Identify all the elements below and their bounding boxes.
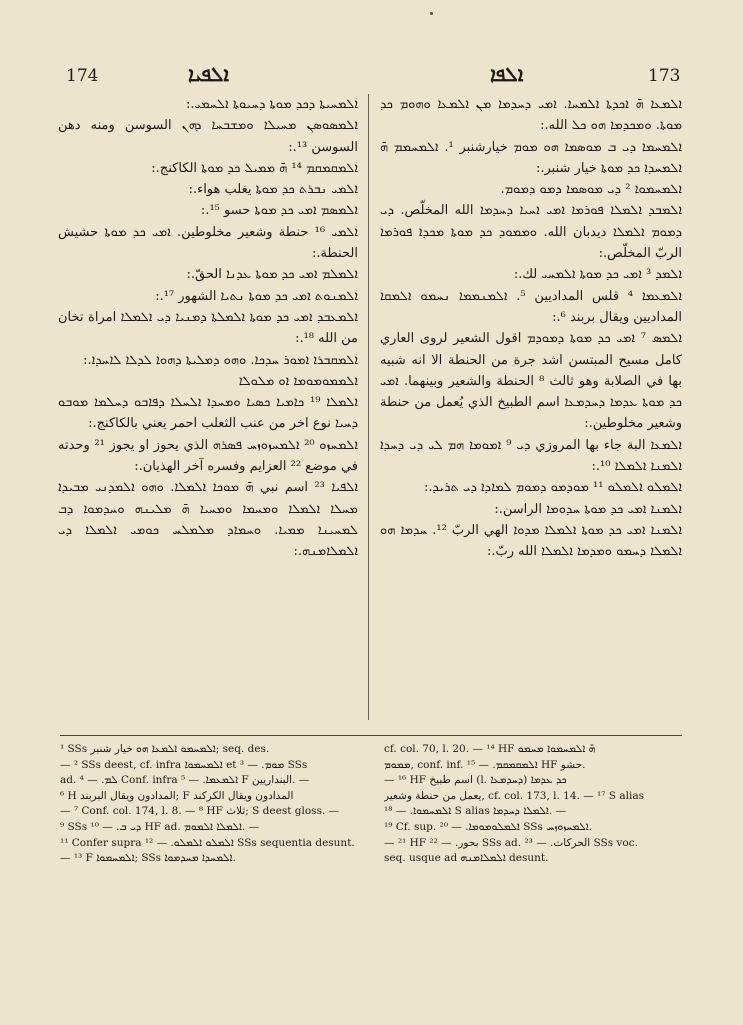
lexicon-entry: ܐܠܡܥܐ البة جاء بها المروزي ܕܝ ⁹ ܐܡܘܡܐ ܗܡ ܠܝ ܕܝ ܕܚܕܐ ܐܠܡܢܐ ܐܠܡܠܐ ¹⁰.: [380,437,682,475]
lexicon-entry: ܐܠܡܝ ܢܒܪܬ ܟܕ ܡܘܬܐ يغلب هواء.: [188,182,358,198]
column-divider [368,94,369,720]
lexicon-entry: ܐܠܡܚܙܘ ²⁰ ܐܠܡܚܙܘܙܚ ܦܣܪܗ الذي يحوز او يجوز ²¹ وحدته في موضع ²² العزايم وفسره آخر الهذيان.: [58,437,358,475]
footnotes-right [384,742,682,932]
lexicon-entry: ܐܠܡܥܐ ܗ̄ ܐܟܕܬܐ ܐܠܡܚܐ. ܐܡܝ ܕܚܕܡܐ ܡܢ ܐܠܡܥܐ ܘܗܘܡ ܟܕ ܡܘܬܐ. ܘܡܟܕܡܐ ܗܘ ܟܠ الله.: [380,97,682,134]
lexicon-entry: ܐܠܡܥܒܕ ܐܡܝ ܟܕ ܡܘܬܐ ܐܠܡܠܬܐ ܕܡܢܝܐ ܕܝ ܐܠܡܠܐ امراة تخان من الله ¹⁸.: [58,309,358,347]
lexicon-entry: ܐܠܡܕ ³ ܐܡܝ ܟܕ ܡܘܬܐ ܐܠܡܚܝ لك.: [513,267,682,283]
lexicon-entry: ܐܠܡܢܘܬ ܐܡܝ ܟܕ ܡܘܬܐ ܢܬܝܐ الشهور ¹⁷.: [155,288,358,304]
lexicon-entry: ܐܠܡܥܡܐ ⁴ قلس المداديين ⁵. ܐܠܡܢܡܡܐ ܢܚܡܘ ܐܠܡܩܐ المداديين ويقال بربند ⁶.: [380,288,682,325]
lexicon-entry: ܐܠܡܠܘ ܐܠܡܠܘ ¹¹ ܡܘܕܡܘ ܕܡܘܡ ܠܡܐܕܐ ܕܝ ܬܪܝܕ.: [424,480,682,496]
footnote-line: — ² SSs deest, cf. infra ܐܠܡܚܡܘܐ et ܡܘܡ. — ³ SSs [60,758,308,771]
lexicon-entry: ܐܠܡܩܒܪܐ ܐܡܘܪ ܚܕܟܐ. ܘܗܘ ܕܡܠܝܬܐ ܕܗܘܐ ܠܕܠܐ ܠܐܚܕܐ.: [83,352,358,368]
footnote-line: ܡܡܘܡ, conf. inf. ܐܠܡܩܡܩܡ. — ¹⁵ HF حشو. [384,758,586,771]
lexicon-entry: ܐܠܡܝ ¹⁶ حنطة وشعير مخلوطين. ܐܡܝ ܟܕ ܡܘܬܐ حشيش الحنطة.: [58,224,358,262]
lexicon-entry: ܐܠܡܚܝܬܐ ܕܟܕ ܡܘܬܐ ܕܚܝܘܬܐ ܐܠܚܡܝ.: [185,97,358,112]
lexicon-entry: ܐܠܡܠܐ ¹⁹ ܟܐܡܝܐ ܟܣܝܐ ܘܡܚܕܐ ܐܠܚܠܐ ܕܦܐܒܘ ܕܚܠܡܐ ܡܘܒܘ ܕܚܝܐ نوع اخر من عنب الثعلب احمر يعني بالكاكنج.: [58,395,358,432]
footnote-line: cf. col. 70, l. 20. — ¹⁴ HF ܗ̄ ܐܠܡܚܡܘܐ ܡܚܡܘ [384,743,596,755]
left-column [58,94,358,722]
footnote-line: ܐܠܡܚܡܘܐ. — ¹⁸ S alias ܐܠܡܠܐ ܕܚܕܡܐ. — [384,805,567,818]
lexicon-entry: ܐܠܡܩܡܩܡ ¹⁴ ܗ̄ ܡܡܝܠ ܟܕ ܡܘܬܐ الكاكنج.: [151,160,358,176]
footnote-rule [60,735,682,736]
lexicon-entry: ܐܠܡܚܡܐ ܕܝ ܒ ܡܘܣܡܐ ܗܘ ܡܘܡ خيارشنبر ¹. ܐܠܡܚܡܡ ܗ̄ ܐܠܡܚܕܐ ܟܕ ܡܘܬܐ خيار شنبر.: [380,139,682,176]
lexicon-entry: ܐܠܡܣܡ ܐܡܝ ܟܕ ܡܘܬܐ حسو ¹⁵.: [200,203,358,219]
footnote-line: ¹⁹ Cf. sup. ܐܠܡܠܘܡܘܡܐ. — ²⁰ SSs ܐܠܡܚܙܘܙܚ. [384,820,593,833]
left-page-number: 174 [66,66,99,86]
footnote-line: ⁹ SSs ܕܝ ܒ. — ¹⁰ HF ad. ܐܠܡܠܐ ܐܠܡܘܡ. — [60,820,260,833]
footnote-line: يعمل من حنطة وشعير, cf. col. 173, l. 14. — ¹⁷ S alias [384,789,644,802]
footnote-line: — ⁷ Conf. col. 174, l. 8. — ⁸ HF ثلاث; S deest gloss. — [60,805,340,818]
right-column [380,94,682,722]
page-header [0,62,743,92]
footnote-line: ad. ܠܡ. — ⁴ Conf. infra ܐܠܡܥܡܐ. — ⁵ F البنداريين. — [60,774,310,787]
lexicon-entry: ܐܠܡܣܘܣܢ ܡܚܝܠܐ ܘܡܫܒܚܐ ܕܗܢ السوسن ومنه دهن السوسن ¹³.: [58,118,358,155]
lexicon-entry: ܐܠܦܝܐ ²³ اسم نبي ܗ̄ ܡܘܟܐ ܐܠܡܠܐ. ܘܗܘ ܐܠܡܕܢܝ ܡܒܝܕܐ ܡܚܠܐ ܐܠܡܠܐ ܘܡܚܡܐ ܘܡܚܝܐ ܗ̄ ܡܠܝܢܗ ܘܚܕܡܘܐ ܕܒ ܠܡܚܝܢܐ ܡܡܝܐ. ܘܚܡܐܕ ܡܠܡܠܚ ܟܘܡܝ ܐܠܡܠܐ ܕܝ ܐܠܡܠܐܡܢܗ.: [58,480,358,560]
footnote-line: ⁶ H المدادون ويقال البربند; F المدادون ويقال الكركند [60,789,294,802]
footnote-line: ¹ SSs ܐܠܡܚܡܘ ܐܠܡܥܐ ܗܘ خيار شنبر; seq. des. [60,743,270,755]
right-page-number: 173 [648,66,681,86]
left-running-head: ܐܠܦܝܐ [188,62,230,86]
lexicon-entry: ܐܠܡܒܕ ܐܠܡܠܐ ܦܘܪܡܐ ܐܡܝ ܐܚܝܐ ܕܚܕܡܐ الله المخلّص. ܕܝ ܕܡܘܡ ܐܠܡܠܐ ديدبان الله. ܘܡܡܘܕ ܟܕ ܡܘܬܐ ܡܟܕܐ ܦܘܪܡܐ الربّ المخلّص.: [380,203,682,262]
page-speck [430,12,433,15]
lexicon-entry: ܐܠܡܢܐ ܐܡܝ ܟܕ ܡܘܬܐ ܚܕܘܡܐ الراسن.: [494,501,682,517]
footnote-line: ¹¹ Confer supra ܐܠܡܠܘ ܐܠܡܠܘ. — ¹² SSs sequentia desunt. [60,836,355,849]
footnote-line: — ¹⁶ HF اسم طبيخ (l. ܕܚܕܡܥܐ) ܟܕ ܥܕܡܐ [384,774,567,787]
lexicon-entry: ܐܠܡܢܐ ܐܡܝ ܟܕ ܡܘܬܐ ܐܠܡܠܐ ܡܕܘܐ الهي الربّ ¹². ܚܕܡܐ ܗܘ ܐܠܡܠܐ ܕܚܡܘ ܘܡܕܡܐ ܐܠܡܠܐ الله ربّ.: [380,522,682,560]
footnotes-left [60,742,360,932]
right-running-head: ܐܠܦܐ [490,62,524,86]
footnote-line: — ²¹ HF بحور. — ²² SSs ad. الحركات. — ²³ SSs voc. [384,836,638,849]
footnote-line: seq. usque ad ܐܠܡܠܐܡܢܗ desunt. [384,852,549,865]
lexicon-entry: ܐܠܡܣ ⁷ ܐܡܝ ܟܕ ܡܘܬܐ ܕܡܘܕܡ اقول الشعير لروى العاري كامل مسيح المبتسن اشد جرة من الحنطة الا انه شبيه بها في الصلابة وهو ثالث ⁸ الحنطة والشعير وبينهما. ܐܡܝ ܟܕ ܡܘܬܐ ܥܕܡܐ ܕܚܕܡܥܐ اسم الطبيخ الذي يُعمل من حنطة وشعير مخلوطين.: [380,331,682,432]
footnote-line: — ¹³ F ܐܠܡܚܡܘܐ; SSs ܐܠܡܚܕܐ ܡܚܕܡܘܐ. [60,852,236,865]
lexicon-entry: ܐܠܡܡܘܡܘܡܐ ܐܘ ܡܠܘܠܐ [238,373,358,389]
lexicon-entry: ܐܠܡܚܡܘܐ ² ܕܝ ܡܘܣܡܐ ܕܡܘ ܕܡܘܡ. [500,182,682,198]
lexicon-entry: ܐܠܡܠܡ ܐܡܝ ܟܕ ܡܘܬܐ ܥܕܢܐ الحقّ.: [186,267,358,283]
